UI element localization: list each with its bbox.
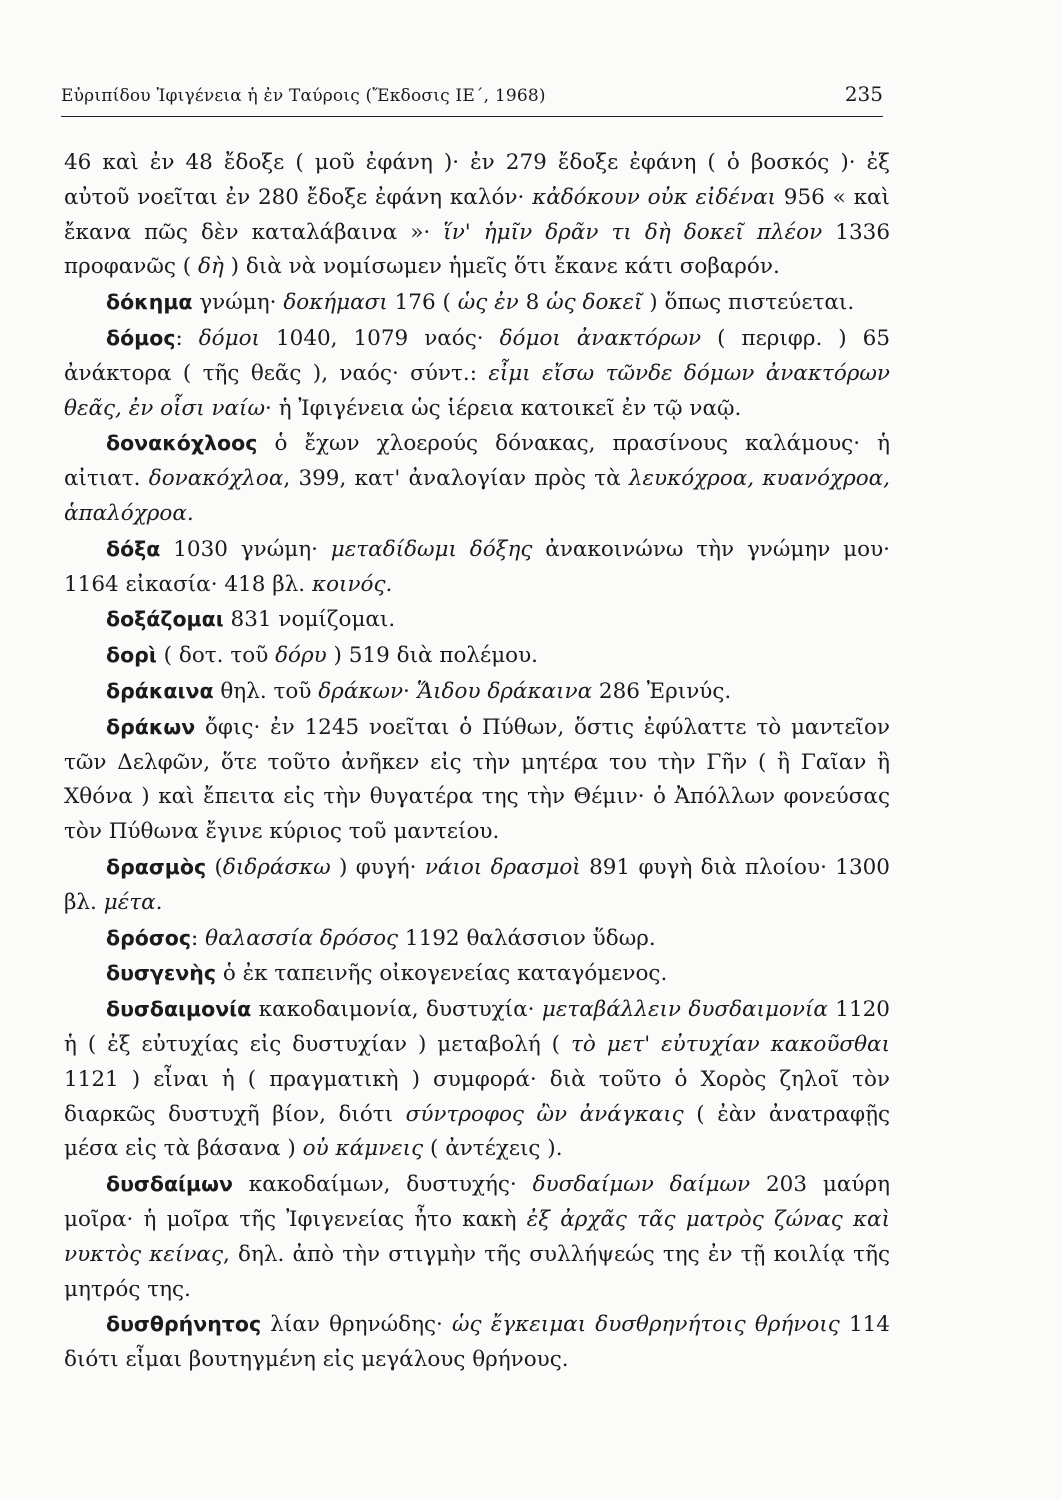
dictionary-entry — [64, 426, 890, 531]
quotation-text: σύντροφος ὢν ἀνάγκαις — [405, 1101, 684, 1127]
entry-text: 831 νομίζομαι. — [223, 607, 396, 633]
entry-text: 8 — [518, 290, 547, 316]
dictionary-entry — [64, 674, 890, 710]
entry-text: κακοδαίμων, δυστυχής· — [232, 1172, 533, 1198]
quotation-text: δυσδαίμων δαίμων — [532, 1172, 751, 1198]
dictionary-entry — [64, 956, 890, 992]
dictionary-entry — [64, 532, 890, 603]
quotation-text: μεταβάλλειν δυσδαιμονία — [541, 997, 828, 1023]
running-title: Εὐριπίδου Ἰφιγένεια ἡ ἐν Ταύροις (Ἔκδοσις ΙΕ΄, 1968) — [61, 86, 546, 106]
entry-text: ( ἀντέχεις ). — [423, 1136, 563, 1162]
quotation-text: νάιοι δρασμοὶ — [424, 854, 581, 880]
entry-headword: δοξάζομαι — [106, 607, 224, 632]
quotation-text: οὐ κάμνεις — [302, 1136, 424, 1162]
dictionary-entry — [64, 321, 890, 426]
entry-text: 1121 ) εἶναι ἡ ( πραγματικὴ ) συμφορά· διὰ τοῦτο ὁ Χορὸς ζηλοῖ τὸν διαρκῶς δυστυχῆ βίον, διότι — [64, 1066, 890, 1127]
entry-text: · ἡ Ἰφιγένεια ὡς ἱέρεια κατοικεῖ ἐν τῷ ναῷ. — [265, 395, 742, 421]
entry-headword: δόμος — [106, 325, 176, 350]
entry-text: ( — [206, 854, 223, 880]
quotation-text: κοινός. — [311, 571, 393, 597]
entry-text: 1192 θαλάσσιον ὕδωρ. — [398, 925, 656, 951]
dictionary-entry — [64, 992, 890, 1167]
entry-headword: δυσδαίμων — [106, 1172, 233, 1197]
quotation-text: ὡς δοκεῖ — [546, 290, 643, 316]
entry-text: ) διὰ νὰ νομίσωμεν ἡμεῖς ὅτι ἔκανε κάτι σοβαρόν. — [223, 254, 780, 280]
entry-text: γνώμη· — [192, 290, 284, 316]
dictionary-entry — [64, 921, 890, 957]
quotation-text: ἵν' ἡμῖν δρᾶν τι δὴ δοκεῖ πλέον — [443, 219, 823, 245]
entry-text: 1040, 1079 ναός· — [259, 325, 500, 351]
entry-text: : — [175, 325, 199, 351]
continued-entry — [64, 146, 890, 285]
quotation-text: μέτα. — [103, 889, 163, 915]
entry-headword: δυσγενὴς — [106, 961, 216, 986]
entry-text: ) φυγή· — [330, 854, 425, 880]
quotation-text: δονακόχλοα — [148, 466, 284, 492]
running-header — [61, 72, 883, 117]
quotation-text: δὴ — [198, 254, 224, 280]
entry-text: 46 καὶ ἐν 48 ἔδοξε ( μοῦ ἐφάνη )· ἐν 279 ἔδοξε ἐφάνη ( ὁ βοσκός )· ἐξ αὐτοῦ νοεῖται ἐν 280 ἔδοξε ἐφάνη καλόν· — [64, 150, 890, 210]
entry-headword: δονακόχλοος — [106, 431, 258, 456]
entry-headword: δορὶ — [106, 643, 157, 668]
quotation-text: δράκων — [318, 678, 404, 704]
entry-text: λίαν θρηνώδης· — [261, 1312, 453, 1338]
quotation-text: μεταδίδωμι δόξης — [330, 536, 533, 562]
dictionary-entry — [64, 638, 890, 674]
entry-headword: δρόσος — [106, 925, 192, 950]
dictionary-entry — [64, 850, 890, 921]
entry-text: 956 « καὶ ἔκανα πῶς δὲν καταλάβαινα »· — [64, 184, 890, 245]
quotation-text: ὡς ἐν — [457, 290, 519, 316]
entry-text: ὄφις· ἐν 1245 νοεῖται ὁ Πύθων, ὅστις ἐφύλαττε τὸ μαντεῖον τῶν Δελφῶν, ὅτε τοῦτο ἀνῆκεν εἰς τὴν μητέρα του τὴν Γῆν ( ἢ Γαῖαν ἢ Χθόνα ) καὶ ἔπειτα εἰς τὴν θυγατέρα της τὴν Θέμιν· ὁ Ἀπόλλων φονεύσας τὸν Πύθωνα ἔγινε κύριος τοῦ μαντείου. — [64, 714, 890, 845]
entry-text: ) 519 διὰ πολέμου. — [326, 643, 539, 669]
entry-text: 203 μαύρη μοῖρα· ἡ μοῖρα τῆς Ἰφιγενείας ἦτο κακὴ — [64, 1172, 890, 1232]
entry-text: ) ὅπως πιστεύεται. — [642, 290, 855, 316]
quotation-text: δόρυ — [275, 643, 327, 669]
entry-headword: δρασμὸς — [106, 854, 207, 879]
entry-text: 286 Ἐρινύς. — [592, 678, 732, 704]
dictionary-entry — [64, 710, 890, 850]
entry-text: ( περιφρ. ) 65 ἀνάκτορα ( τῆς θεᾶς ), ναός· σύντ.: — [64, 325, 891, 386]
entry-headword: δράκαινα — [106, 678, 214, 703]
page-number: 235 — [844, 82, 883, 106]
entry-text: 114 διότι εἶμαι βουτηγμένη εἰς μεγάλους θρήνους. — [64, 1312, 890, 1373]
entry-text: κακοδαιμονία, δυστυχία· — [251, 997, 542, 1023]
entry-headword: δόκημα — [106, 290, 193, 315]
quotation-text: ὡς ἔγκειμαι δυσθρηνήτοις θρήνοις — [452, 1312, 840, 1338]
quotation-text: κἀδόκουν οὐκ εἰδέναι — [532, 184, 776, 210]
entry-text: 176 ( — [387, 290, 458, 316]
entry-text: ὁ ἐκ ταπεινῆς οἰκογενείας καταγόμενος. — [215, 961, 668, 987]
quotation-text: δόμοι ἀνακτόρων — [499, 325, 702, 351]
quotation-text: δόμοι — [198, 325, 260, 351]
entry-text: ( ἐὰν ἀνατραφῇς μέσα εἰς τὰ βάσανα ) — [64, 1101, 891, 1162]
entry-text: 891 φυγὴ διὰ πλοίου· 1300 βλ. — [64, 854, 890, 915]
entry-text: 1120 ἡ ( ἐξ εὐτυχίας εἰς δυστυχίαν ) μεταβολή ( — [64, 997, 890, 1057]
entry-text: , δηλ. ἀπὸ τὴν στιγμὴν τῆς συλλήψεώς της ἐν τῇ κοιλίᾳ τῆς μητρός της. — [64, 1241, 890, 1302]
entry-text: : — [191, 925, 206, 951]
dictionary-entry — [64, 285, 890, 321]
quotation-text: δοκήμασι — [283, 290, 388, 316]
entry-text: · — [403, 678, 417, 704]
entry-text: θηλ. τοῦ — [213, 678, 319, 704]
quotation-text: θαλασσία δρόσος — [205, 925, 399, 951]
entry-headword: δυσθρήνητος — [106, 1312, 262, 1337]
entry-text: , 399, κατ' ἀναλογίαν πρὸς τὰ — [283, 466, 629, 492]
entry-text: 1030 γνώμη· — [160, 536, 331, 562]
entry-text: 1336 προφανῶς ( — [64, 219, 890, 280]
entry-text: ἀνακοινώνω τὴν γνώμην μου· 1164 εἰκασία· 418 βλ. — [64, 536, 890, 597]
entry-headword: δυσδαιμονία — [106, 997, 252, 1022]
entry-text: ὁ ἔχων χλοερούς δόνακας, πρασίνους καλάμους· ἡ αἰτιατ. — [64, 431, 890, 492]
quotation-text: διδράσκω — [222, 854, 331, 880]
entry-headword: δόξα — [106, 536, 161, 561]
dictionary-entry — [64, 602, 890, 638]
quotation-text: Ἅιδου δράκαινα — [416, 678, 593, 704]
dictionary-body — [64, 146, 890, 1378]
dictionary-entry — [64, 1307, 890, 1378]
entry-headword: δράκων — [106, 714, 196, 739]
dictionary-entry — [64, 1167, 890, 1307]
quotation-text: τὸ μετ' εὐτυχίαν κακοῦσθαι — [571, 1031, 891, 1057]
quotation-text: λευκόχροα, κυανόχροα, ἁπαλόχροα. — [64, 466, 891, 526]
quotation-text: εἶμι εἴσω τῶνδε δόμων ἀνακτόρων θεᾶς, ἐν οἷσι ναίω — [64, 360, 891, 421]
entry-text: ( δοτ. τοῦ — [156, 643, 276, 669]
quotation-text: ἐξ ἀρχᾶς τᾶς ματρὸς ζώνας καὶ νυκτὸς κείνας — [64, 1206, 890, 1267]
